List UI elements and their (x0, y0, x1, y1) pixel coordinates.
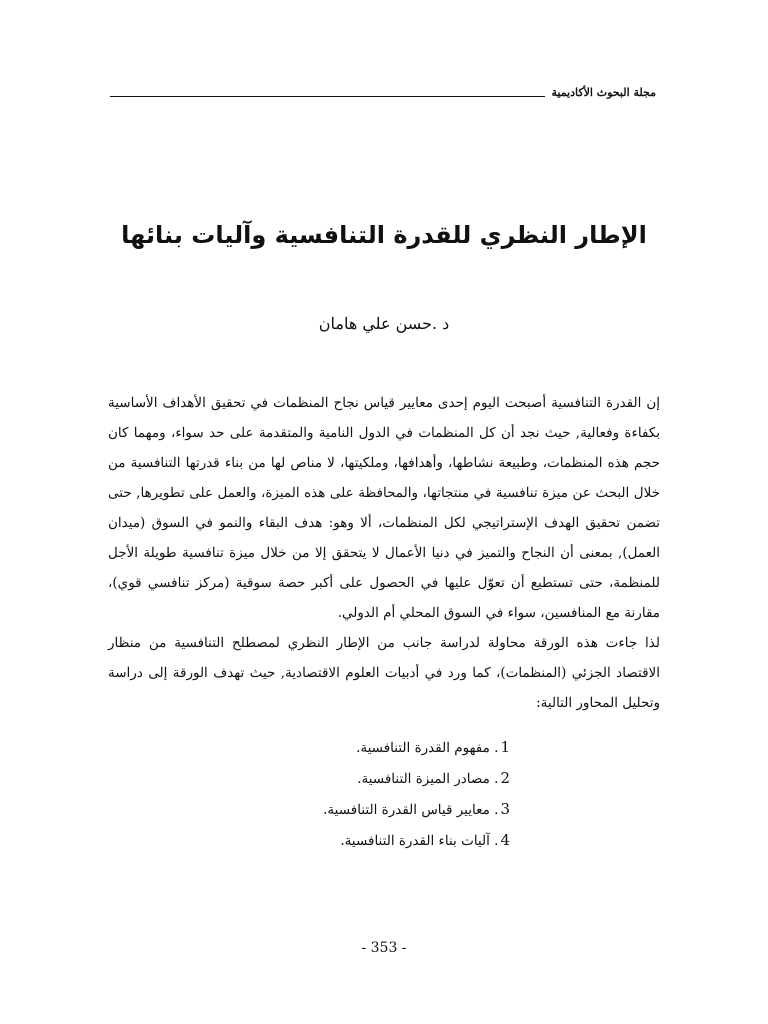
list-item-number: 3 (500, 800, 510, 818)
journal-name: مجلة البحوث الأكاديمية (551, 86, 656, 99)
author-name: د .حسن علي هامان (318, 314, 450, 333)
intro-paragraph: إن القدرة التنافسية أصبحت اليوم إحدى معايير قياس نجاح المنظمات في تحقيق الأهداف الأساسية بكفاءة وفعالية, حيث نجد أن كل المنظمات في الدول النامية والمتقدمة على حد سواء، ومهما كان حجم هذه المنظمات، وطبيعة نشاطها، وأهدافها، وملكيتها، لا مناص لها من بناء قدرتها التنافسية من خلال البحث عن ميزة تنافسية في منتجاتها، والمحافظة على هذه الميزة، والعمل على تطويرها, حتى تضمن تحقيق الهدف الإستراتيجي لكل المنظمات، ألا وهو: هدف البقاء والنمو في السوق (ميدان العمل), بمعنى أن النجاح والتميز في دنيا الأعمال لا يتحقق إلا من خلال ميزة تنافسية طويلة الأجل للمنظمة، حتى تستطيع أن تعوّل عليها في الحصول على أكبر حصة سوقية (مركز تنافسي قوي)، مقارنة مع المنافسين، سواء في السوق المحلي أم الدولي. (108, 395, 660, 621)
list-item-text: . آليات بناء القدرة التنافسية. (340, 833, 499, 849)
list-item-text: . معايير قياس القدرة التنافسية. (323, 802, 499, 818)
list-item-number: 4 (500, 831, 510, 849)
list-item (108, 794, 660, 825)
axes-list (108, 732, 660, 856)
list-item (108, 732, 660, 763)
running-header (110, 86, 656, 100)
header-rule (110, 96, 545, 97)
list-item-text: . مفهوم القدرة التنافسية. (356, 740, 499, 756)
article-title: الإطار النظري للقدرة التنافسية وآليات بنائها (121, 221, 647, 249)
article-body (108, 388, 660, 718)
purpose-paragraph: لذا جاءت هذه الورقة محاولة لدراسة جانب من الإطار النظري لمصطلح التنافسية من منظار الاقتصاد الجزئي (المنظمات)، كما ورد في أدبيات العلوم الاقتصادية, حيث تهدف الورقة إلى دراسة وتحليل المحاور التالية: (108, 635, 660, 711)
page-number: - 353 - (361, 940, 407, 956)
list-item (108, 763, 660, 794)
list-item-number: 1 (500, 738, 510, 756)
list-item (108, 825, 660, 856)
list-item-text: . مصادر الميزة التنافسية. (357, 771, 499, 787)
list-item-number: 2 (500, 769, 510, 787)
